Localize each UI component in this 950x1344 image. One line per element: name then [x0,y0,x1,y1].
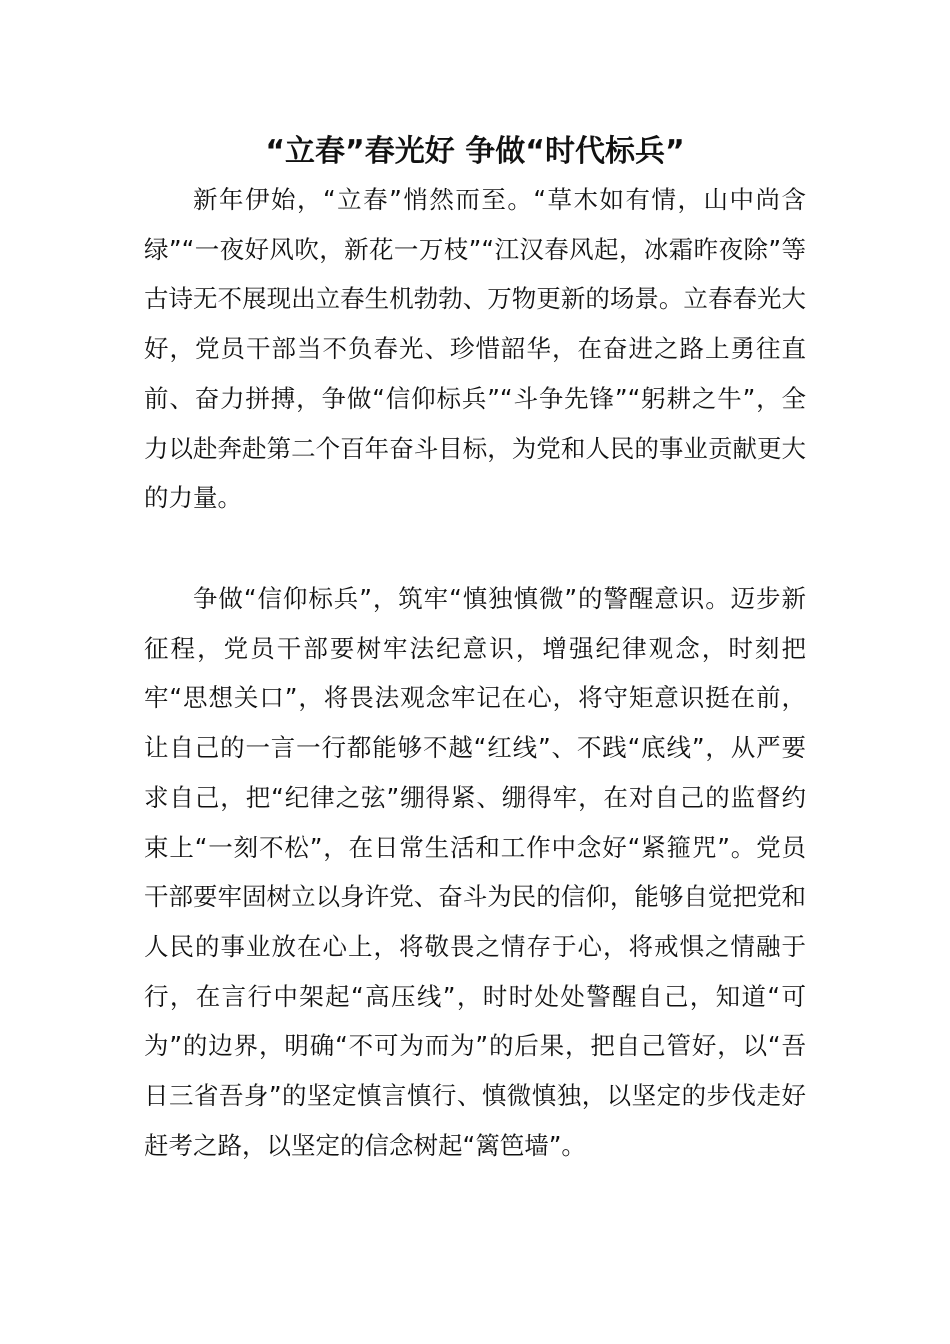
body-paragraph-2: 争做“信仰标兵”，筑牢“慎独慎微”的警醒意识。迈步新征程，党员干部要树牢法纪意识，增强纪律观念，时刻把牢“思想关口”，将畏法观念牢记在心，将守矩意识挺在前，让自己的一言一行都能够不越“红线”、不践“底线”，从严要求自己，把“纪律之弦”绷得紧、绷得牢，在对自己的监督约束上“一刻不松”，在日常生活和工作中念好“紧箍咒”。党员干部要牢固树立以身许党、奋斗为民的信仰，能够自觉把党和人民的事业放在心上，将敬畏之情存于心，将戒惧之情融于行，在言行中架起“高压线”，时时处处警醒自己，知道“可为”的边界，明确“不可为而为”的后果，把自己管好，以“吾日三省吾身”的坚定慎言慎行、慎微慎独，以坚定的步伐走好赶考之路，以坚定的信念树起“篱笆墙”。 [144,584,806,1160]
document-title: “立春”春光好 争做“时代标兵” [265,134,685,169]
body-paragraph-1: 新年伊始，“立春”悄然而至。“草木如有情，山中尚含绿”“一夜好风吹，新花一万枝”“江汉春风起，冰霜昨夜除”等古诗无不展现出立春生机勃勃、万物更新的场景。立春春光大好，党员干部当不负春光、珍惜韶华，在奋进之路上勇往直前、奋力拼搏，争做“信仰标兵”“斗争先锋”“躬耕之牛”，全力以赴奔赴第二个百年奋斗目标，为党和人民的事业贡献更大的力量。 [144,185,806,513]
